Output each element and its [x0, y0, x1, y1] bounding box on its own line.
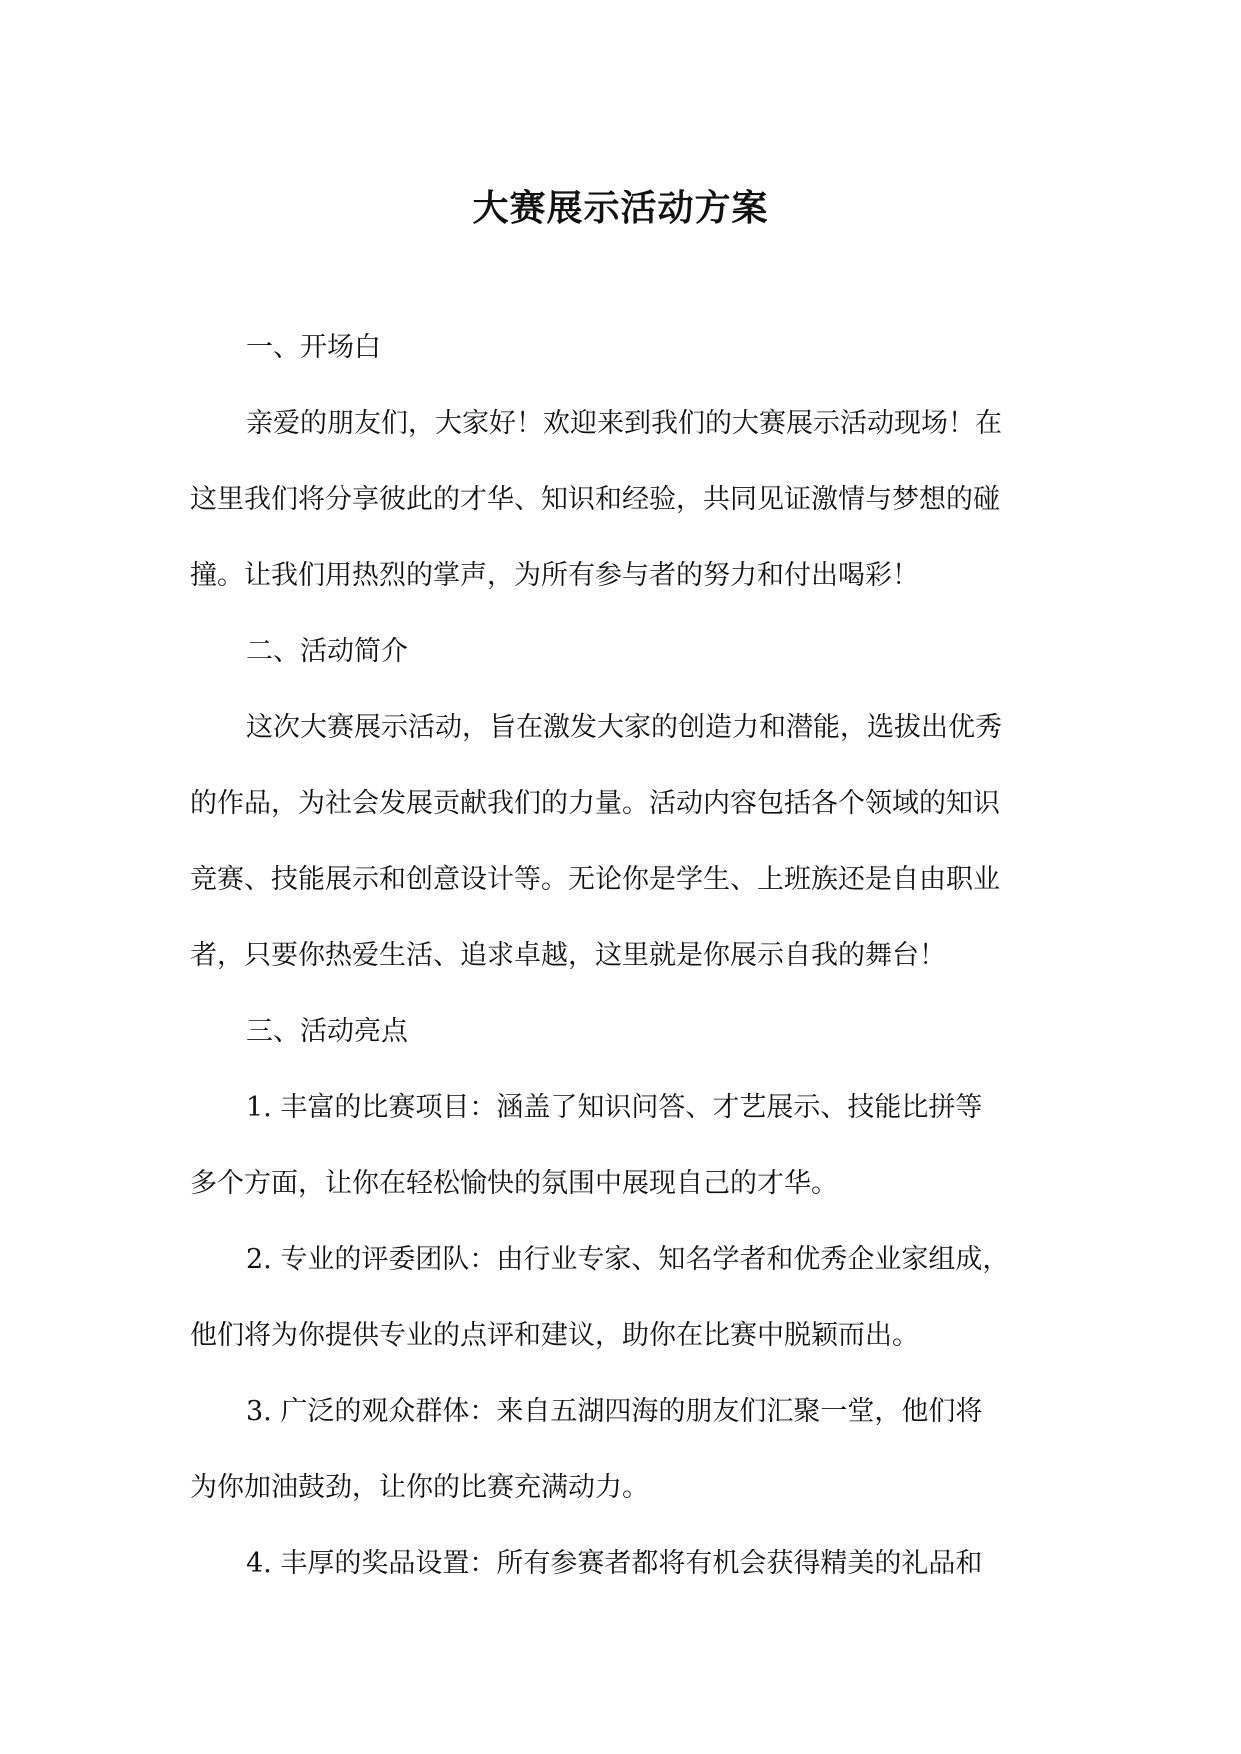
text-line: 者，只要你热爱生活、追求卓越，这里就是你展示自我的舞台！	[190, 940, 946, 971]
text-line: 1. 丰富的比赛项目：涵盖了知识问答、才艺展示、技能比拼等	[246, 1092, 983, 1123]
text-line: 为你加油鼓劲，让你的比赛充满动力。	[190, 1472, 649, 1503]
text-line: 亲爱的朋友们，大家好！欢迎来到我们的大赛展示活动现场！在	[246, 408, 1002, 439]
text-line: 3. 广泛的观众群体：来自五湖四海的朋友们汇聚一堂，他们将	[246, 1396, 983, 1427]
text-line: 竞赛、技能展示和创意设计等。无论你是学生、上班族还是自由职业	[190, 864, 1000, 895]
text-line: 4. 丰厚的奖品设置：所有参赛者都将有机会获得精美的礼品和	[246, 1548, 983, 1579]
text-line: 这次大赛展示活动，旨在激发大家的创造力和潜能，选拔出优秀	[246, 712, 1002, 743]
text-line: 二、活动简介	[246, 636, 408, 667]
text-line: 撞。让我们用热烈的掌声，为所有参与者的努力和付出喝彩！	[190, 560, 919, 591]
text-line: 一、开场白	[246, 332, 381, 363]
text-line: 的作品，为社会发展贡献我们的力量。活动内容包括各个领域的知识	[190, 788, 1000, 819]
text-line: 他们将为你提供专业的点评和建议，助你在比赛中脱颖而出。	[190, 1320, 919, 1351]
document-body	[190, 310, 1054, 1602]
text-line: 多个方面，让你在轻松愉快的氛围中展现自己的才华。	[190, 1168, 838, 1199]
text-line: 三、活动亮点	[246, 1016, 408, 1047]
text-line: 2. 专业的评委团队：由行业专家、知名学者和优秀企业家组成，	[246, 1244, 1010, 1275]
text-line: 这里我们将分享彼此的才华、知识和经验，共同见证激情与梦想的碰	[190, 484, 1000, 515]
page-title: 大赛展示活动方案	[472, 187, 769, 229]
